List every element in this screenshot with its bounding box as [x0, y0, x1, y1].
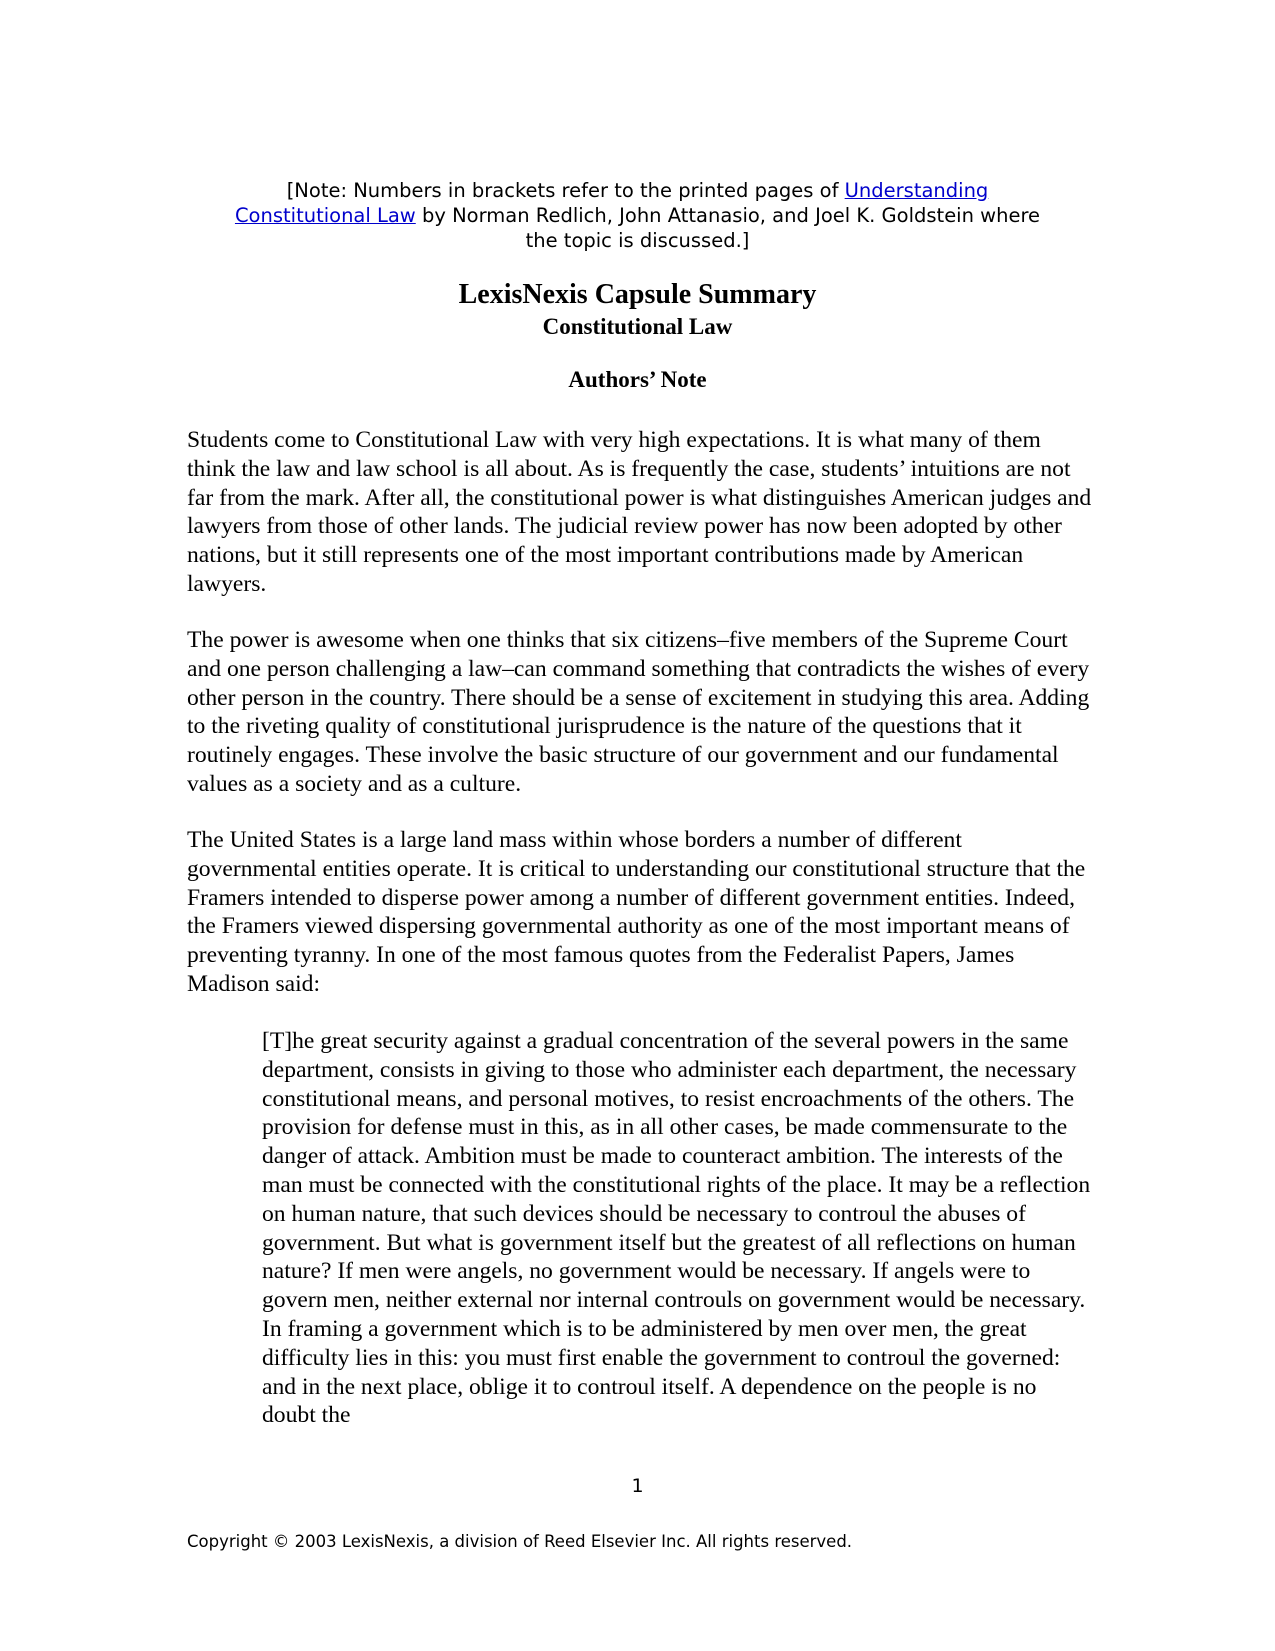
note-prefix: [Note: Numbers in brackets refer to the printed pages of — [286, 179, 845, 202]
section-title: Authors’ Note — [568, 367, 707, 392]
citation-note — [220, 178, 1055, 253]
book-title-link[interactable]: Understanding Constitutional Law — [234, 179, 989, 227]
madison-quote: [T]he great security against a gradual concentration of the several powers in the same department, consists in giving to those who administer each department, the necessary constitutional means, and personal motives, to resist encroachments of the others. The provision for defense must in this, as in all other cases, be made commensurate to the danger of attack. Ambition must be made to counteract ambition. The interests of the man must be connected with the constitutional rights of the place. It may be a reflection on human nature, that such devices should be necessary to controul the abuses of government. But what is government itself but the greatest of all reflections on human nature? If men were angels, no government would be necessary. If angels were to govern men, neither external nor internal controuls on government would be necessary. In framing a government which is to be administered by men over men, the great difficulty lies in this: you must first enable the government to controul the governed: and in the next place, oblige it to controul itself. A dependence on the people is no doubt the — [262, 1028, 1091, 1429]
note-suffix: by Norman Redlich, John Attanasio, and Joel K. Goldstein where the topic is discussed.] — [415, 204, 1041, 252]
page-subtitle: Constitutional Law — [542, 314, 733, 339]
body-paragraph: The United States is a large land mass within whose borders a number of different governmental entities operate. It is critical to understanding our constitutional structure that the Framers intended to disperse power among a number of different government entities. Indeed, the Framers viewed dispersing governmental authority as one of the most important means of preventing tyranny. In one of the most famous quotes from the Federalist Papers, James Madison said: — [187, 827, 1086, 997]
body-paragraph: The power is awesome when one thinks that six citizens–five members of the Supreme Court and one person challenging a law–can command something that contradicts the wishes of every other person in the country. There should be a sense of excitement in studying this area. Adding to the riveting quality of constitutional jurisprudence is the nature of the questions that it routinely engages. These involve the basic structure of our government and our fundamental values as a society and as a culture. — [187, 627, 1090, 797]
page-number: 1 — [631, 1475, 644, 1497]
page-title: LexisNexis Capsule Summary — [458, 279, 817, 310]
copyright-notice: Copyright © 2003 LexisNexis, a division of Reed Elsevier Inc. All rights reserved. — [187, 1532, 853, 1551]
body-paragraph: Students come to Constitutional Law with very high expectations. It is what many of them think the law and law school is all about. As is frequently the case, students’ intuitions are not far from the mark. After all, the constitutional power is what distinguishes American judges and lawyers from those of other lands. The judicial review power has now been adopted by other nations, but it still represents one of the most important contributions made by American lawyers. — [187, 427, 1092, 597]
